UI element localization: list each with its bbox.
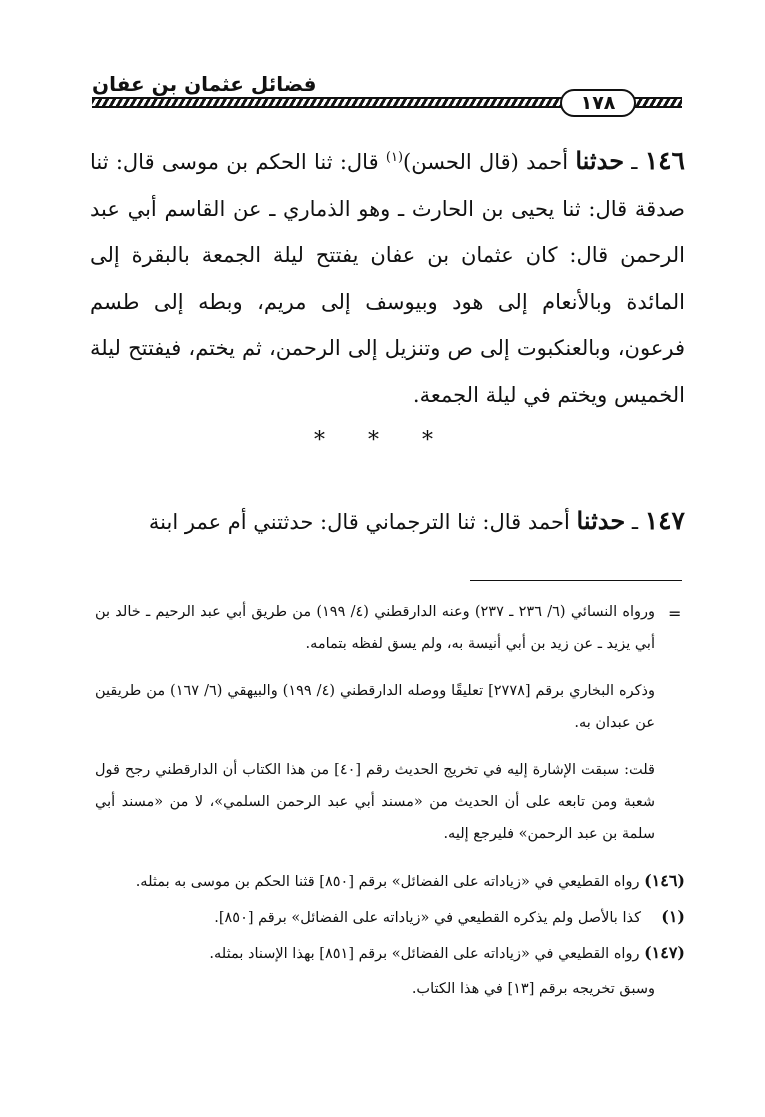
- footnote-147-continuation: وسبق تخريجه برقم [١٣] في هذا الكتاب.: [411, 981, 655, 997]
- footnote-paragraph: وذكره البخاري برقم [٢٧٧٨] تعليقًا ووصله الدارقطني (٤/ ١٩٩) والبيهقي (٦/ ١٦٧) من طريقين عن عبدان به.: [95, 683, 656, 731]
- footnote-mark: (١): [661, 907, 685, 926]
- hadith-keyword: حدثنا: [576, 506, 626, 535]
- footnote-continuation-mark: =: [668, 604, 682, 623]
- footnote-divider: [470, 580, 682, 581]
- footnote-paragraph: قلت: سبقت الإشارة إليه في تخريج الحديث رقم [٤٠] من هذا الكتاب أن الدارقطني رجح قول شعبة ومن تابعه على أن الحديث من «مسند أبي عبد الرحمن السلمي»، لا من «مسند أبي سلمة بن عبد الرحمن» فليرجع إليه.: [95, 762, 655, 842]
- footnote-147: [180, 938, 685, 969]
- hadith-dash: ـ: [624, 150, 645, 174]
- hadith-146: [90, 138, 685, 418]
- running-header-title: فضائل عثمان بن عفان: [92, 72, 317, 96]
- page-number: ١٧٨: [560, 89, 636, 117]
- footnote-mark: (١٤٦): [644, 871, 685, 890]
- footnote-text: رواه القطيعي في «زياداته على الفضائل» برقم [٨٥٠] قثنا الحكم بن موسى به بمثله.: [135, 874, 645, 890]
- footnote-reference: (١): [385, 150, 404, 165]
- hadith-text: أحمد (قال الحسن): [403, 150, 576, 174]
- hadith-dash: ـ: [625, 510, 645, 534]
- footnote-146: [95, 866, 685, 897]
- hadith-number: ١٤٧: [644, 506, 685, 535]
- hadith-number: ١٤٦: [644, 146, 685, 175]
- hadith-text: أحمد قال: ثنا الترجماني قال: حدثتني أم عمر ابنة: [148, 510, 577, 534]
- hadith-keyword: حدثنا: [575, 146, 625, 175]
- footnote-paragraph: ورواه النسائي (٦/ ٢٣٦ ـ ٢٣٧) وعنه الدارقطني (٤/ ١٩٩) من طريق أبي عبد الرحيم ـ خالد بن أبي يزيد ـ عن زيد بن أبي أنيسة به، ولم يسق لفظه بتمامه.: [95, 604, 655, 652]
- hadith-147: [90, 498, 685, 545]
- footnote-text: رواه القطيعي في «زياداته على الفضائل» برقم [٨٥١] بهذا الإسناد بمثله.: [209, 946, 645, 962]
- section-separator: * * *: [314, 428, 451, 453]
- footnote-mark: (١٤٧): [644, 943, 685, 962]
- footnote-1: [200, 902, 685, 933]
- footnote-text: كذا بالأصل ولم يذكره القطيعي في «زياداته على الفضائل» برقم [٨٥٠].: [214, 910, 641, 926]
- hadith-text: قال: ثنا الحكم بن موسى قال: ثنا صدقة قال: ثنا يحيى بن الحارث ـ وهو الذماري ـ عن القاسم أبي عبد الرحمن قال: كان عثمان بن عفان يفتتح ليلة الجمعة بالبقرة إلى المائدة وبالأنعام إلى هود وبيوسف إلى مريم، وبطه إلى طسم فرعون، وبالعنكبوت إلى ص وتنزيل إلى الرحمن، ثم يختم، فيفتتح ليلة الخميس ويختم في ليلة الجمعة.: [90, 150, 685, 407]
